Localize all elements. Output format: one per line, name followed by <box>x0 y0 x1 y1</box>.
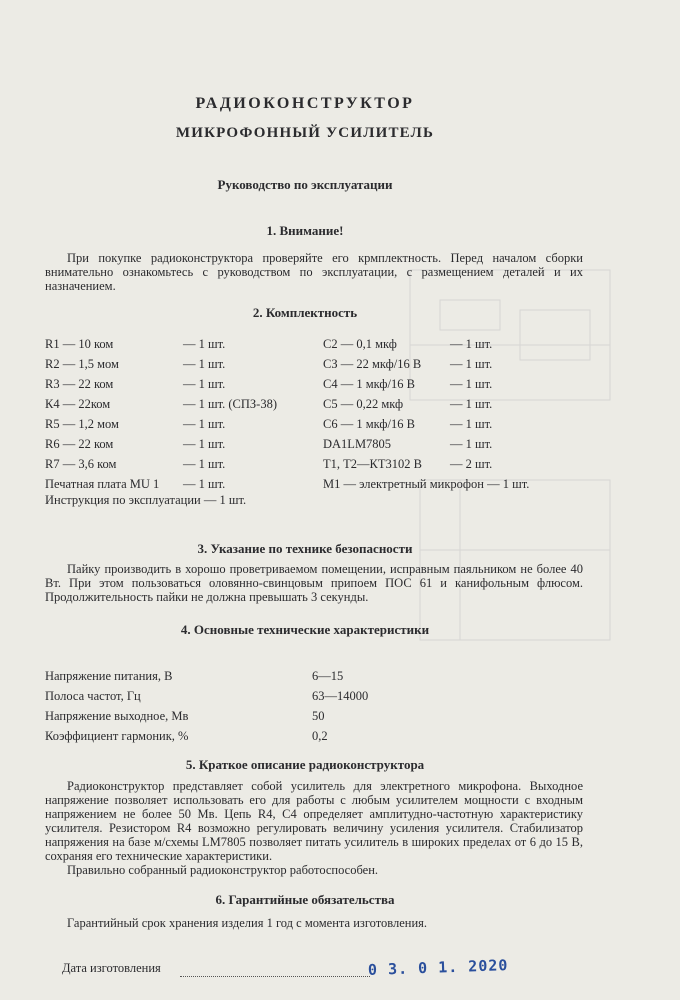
manual-heading: Руководство по эксплуатации <box>217 177 393 192</box>
part-name: C2 — 0,1 мкф <box>323 337 397 351</box>
section-6-text <box>45 916 583 930</box>
section-6-heading: 6. Гарантийные обязательства <box>215 892 395 907</box>
part-qty: — 1 шт. (СПЗ-38) <box>183 397 278 411</box>
part-name: Т1, Т2—КТ3102 В <box>323 457 422 471</box>
spec-label: Коэффициент гармоник, % <box>45 729 189 743</box>
spec-label: Напряжение питания, В <box>45 669 173 683</box>
part-qty: — 1 шт. <box>450 417 493 431</box>
part-name: Печатная плата MU 1 <box>45 477 160 491</box>
part-qty: — 1 шт. <box>450 337 493 351</box>
part-qty: — 1 шт. <box>183 437 226 451</box>
part-name: С6 — 1 мкф/16 В <box>323 417 415 431</box>
part-name: R5 — 1,2 мом <box>45 417 119 431</box>
date-label: Дата изготовления <box>62 961 161 975</box>
section-1-text <box>45 251 583 293</box>
spec-value: 63—14000 <box>312 689 369 703</box>
part-name: R6 — 22 ком <box>45 437 114 451</box>
section-3-heading: 3. Указание по технике безопасности <box>197 541 413 556</box>
section-2-heading: 2. Комплектность <box>252 305 358 320</box>
spec-value: 0,2 <box>312 729 328 743</box>
part-qty: — 2 шт. <box>450 457 493 471</box>
date-stamp: 0 3. 0 1. 2020 <box>367 956 509 979</box>
part-name: С4 — 1 мкф/16 В <box>323 377 415 391</box>
part-qty: — 1 шт. <box>183 377 226 391</box>
part-name: М1 — электретный микрофон — 1 шт. <box>323 477 530 491</box>
spec-label: Полоса частот, Гц <box>45 689 141 703</box>
spec-label: Напряжение выходное, Мв <box>45 709 189 723</box>
part-qty: — 1 шт. <box>450 377 493 391</box>
section-6-paragraph: Гарантийный срок хранения изделия 1 год с момента изготовления. <box>67 916 428 930</box>
part-qty: — 1 шт. <box>183 477 226 491</box>
part-name: К4 — 22ком <box>45 397 111 411</box>
part-qty: — 1 шт. <box>183 417 226 431</box>
part-qty: — 1 шт. <box>450 357 493 371</box>
document-title: РАДИОКОНСТРУКТОР <box>195 95 415 112</box>
part-qty: — 1 шт. <box>183 357 226 371</box>
document-subtitle: МИКРОФОННЫЙ УСИЛИТЕЛЬ <box>175 125 435 141</box>
spec-value: 50 <box>312 709 325 723</box>
section-5-text <box>45 779 583 877</box>
section-1-heading: 1. Внимание! <box>266 223 344 238</box>
parts-list-extra: Инструкция по эксплуатации — 1 шт. <box>45 493 247 507</box>
section-4-heading: 4. Основные технические характеристики <box>180 622 430 637</box>
section-5-paragraph: Радиоконструктор представляет собой усилитель для электретного микрофона. Выходное напряжение позволяет использовать его для работы с любым усилителем мощности с входным напряжением не более 50 Мв. Цепь R4, С4 определяет амплитудно-частотную характеристику усилителя. Резистором R4 возможно регулировать величину усиления усилителя. Стабилизатор напряжения на базе м/схемы LM7805 позволяет питать усилитель в широких пределах от 6 до 15 В, сохраняя его технические характеристики. <box>45 779 583 863</box>
part-qty: — 1 шт. <box>183 337 226 351</box>
section-5-heading: 5. Краткое описание радиоконструктора <box>185 757 425 772</box>
part-name: СЗ — 22 мкф/16 В <box>323 357 422 371</box>
part-qty: — 1 шт. <box>450 437 493 451</box>
part-name: R3 — 22 ком <box>45 377 114 391</box>
part-qty: — 1 шт. <box>450 397 493 411</box>
section-1-paragraph: При покупке радиоконструктора проверяйте его крмплектность. Перед началом сборки внимательно ознакомьтесь с руководством по эксплуатации, с размещением деталей и их назначением. <box>45 251 583 293</box>
part-name: R1 — 10 ком <box>45 337 114 351</box>
part-name: С5 — 0,22 мкф <box>323 397 404 411</box>
date-underline <box>180 976 370 977</box>
section-5-paragraph-2: Правильно собранный радиоконструктор работоспособен. <box>67 863 379 877</box>
section-3-paragraph: Пайку производить в хорошо проветриваемом помещении, исправным паяльником не более 40 Вт. При этом пользоваться оловянно-свинцовым припоем ПОС 61 и канифольным флюсом. Продолжительность пайки не должна превышать 3 секунды. <box>45 562 583 604</box>
section-3-text <box>45 562 583 604</box>
part-name: DA1LM7805 <box>323 437 392 451</box>
part-name: R7 — 3,6 ком <box>45 457 117 471</box>
spec-value: 6—15 <box>312 669 344 683</box>
part-qty: — 1 шт. <box>183 457 226 471</box>
part-name: R2 — 1,5 мом <box>45 357 119 371</box>
